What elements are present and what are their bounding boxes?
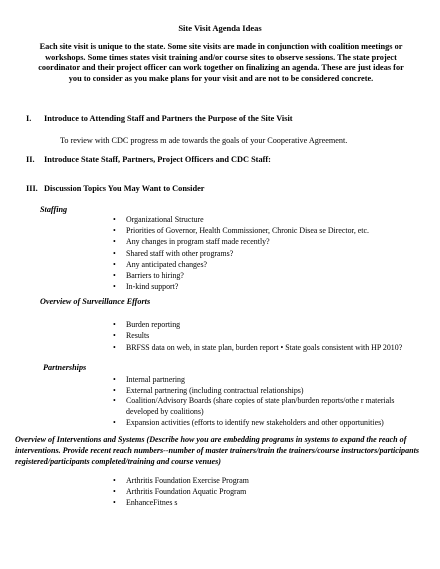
- list-item: • Results: [113, 331, 150, 341]
- bullet-icon: •: [113, 320, 116, 329]
- bullet-icon: •: [113, 487, 116, 497]
- bullet-icon: •: [113, 259, 116, 269]
- section-number: III.: [26, 184, 38, 193]
- bullet-icon: •: [113, 271, 116, 281]
- list-item: • External partnering (including contractual relationships): [113, 386, 304, 396]
- list-item: • Barriers to hiring?: [113, 271, 184, 281]
- bullet-icon: •: [113, 386, 116, 396]
- bullet-icon: •: [113, 343, 116, 353]
- bullet-icon: •: [113, 248, 116, 258]
- section-title: Introduce to Attending Staff and Partners the Purpose of the Site Visit: [44, 114, 293, 123]
- partnerships-list: [113, 374, 413, 428]
- page-title: Site Visit Agenda Ideas: [178, 23, 262, 33]
- section-1-body: To review with CDC progress m ade towards the goals of your Cooperative Agreement.: [60, 136, 348, 145]
- list-item: • Expansion activities (efforts to identify new stakeholders and other opportunities): [113, 418, 384, 428]
- bullet-icon: •: [113, 375, 116, 384]
- bullet-icon: •: [113, 282, 116, 292]
- section-title: Discussion Topics You May Want to Consider: [44, 184, 205, 193]
- staffing-list: [113, 214, 413, 292]
- list-item: • Internal partnering: [113, 375, 185, 384]
- list-item: • Any anticipated changes?: [113, 259, 208, 269]
- list-item: • BRFSS data on web, in state plan, burden report • State goals consistent with HP 2010?: [113, 343, 403, 353]
- interventions-list: [113, 475, 413, 509]
- list-item: • In-kind support?: [113, 282, 179, 292]
- bullet-icon: •: [113, 331, 116, 341]
- staffing-heading: Staffing: [40, 205, 68, 214]
- list-item: • Organizational Structure: [113, 215, 204, 224]
- bullet-icon: •: [113, 476, 116, 485]
- list-item: • Burden reporting: [113, 320, 181, 329]
- surveillance-list: [113, 319, 403, 354]
- list-item: • Any changes in program staff made recently?: [113, 237, 270, 247]
- intro-paragraph: Each site visit is unique to the state. Some site visits are made in conjunction with coalition meetings or workshops. Some times states visit training and/or course sites to observe sessions. The state project coordinator and their project officer can work together on finalizing an agenda. These are just ideas for you to consider as you make plans for your visit and are not to be considered concrete.: [38, 42, 404, 83]
- section-number: II.: [26, 155, 35, 164]
- partnerships-heading: Partnerships: [43, 363, 87, 372]
- list-item: • Coalition/Advisory Boards (share copies of state plan/burden reports/othe r materials developed by coalitions): [113, 396, 395, 416]
- bullet-icon: •: [113, 215, 116, 224]
- bullet-icon: •: [113, 226, 116, 236]
- surveillance-heading: Overview of Surveillance Efforts: [40, 297, 151, 306]
- section-title: Introduce State Staff, Partners, Project Officers and CDC Staff:: [44, 155, 271, 164]
- bullet-icon: •: [113, 498, 116, 508]
- list-item: • Arthritis Foundation Aquatic Program: [113, 487, 247, 497]
- bullet-icon: •: [113, 418, 116, 428]
- list-item: • EnhanceFitnes s: [113, 498, 178, 508]
- list-item: • Arthritis Foundation Exercise Program: [113, 476, 249, 485]
- interventions-heading: Overview of Interventions and Systems (Describe how you are embedding programs in systems to expand the reach of interventions. Provide recent reach numbers--number of master trainers/train the trainers/course instructors/participants registered/participants completed/training and course venues): [15, 435, 420, 466]
- bullet-icon: •: [113, 396, 116, 406]
- list-item: • Priorities of Governor, Health Commissioner, Chronic Disea se Director, etc.: [113, 226, 369, 236]
- section-number: I.: [26, 114, 32, 123]
- list-item: • Shared staff with other programs?: [113, 248, 234, 258]
- bullet-icon: •: [113, 237, 116, 247]
